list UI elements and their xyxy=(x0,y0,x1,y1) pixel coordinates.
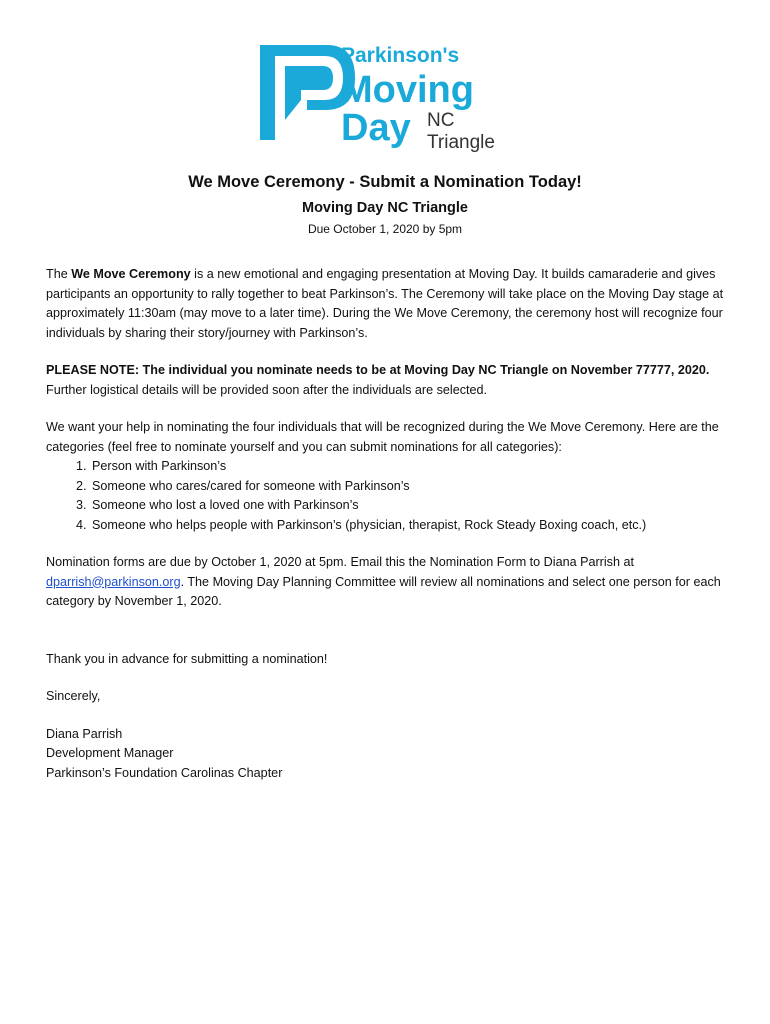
categories-list xyxy=(46,457,730,535)
list-item: 3. Someone who lost a loved one with Parkinson’s xyxy=(90,496,730,516)
page-subtitle: Moving Day NC Triangle xyxy=(302,200,468,216)
note-paragraph: PLEASE NOTE: The individual you nominate needs to be at Moving Day NC Triangle on November 77777, 2020. Further logistical details will be provided soon after the individuals are selected. xyxy=(46,363,710,397)
email-link[interactable]: dparrish@parkinson.org xyxy=(46,574,181,589)
logo-line4a: NC xyxy=(427,110,455,131)
intro-paragraph: The We Move Ceremony is a new emotional and engaging presentation at Moving Day. It builds camaraderie and gives participants an opportunity to rally together to beat Parkinson’s. The Ceremony will take place on the Moving Day stage at approximately 11:30am (may move to a later time). During the We Move Ceremony, the ceremony host will recognize four individuals by sharing their story/journey with Parkinson’s. xyxy=(46,267,724,340)
logo-line3: Day xyxy=(341,107,411,149)
logo-line2: Moving xyxy=(341,69,474,111)
parkinsons-moving-day-logo xyxy=(255,40,525,165)
list-item: 1. Person with Parkinson’s xyxy=(90,457,730,477)
ceremony-name: We Move Ceremony xyxy=(71,267,191,281)
categories-intro: We want your help in nominating the four individuals that will be recognized during the We Move Ceremony. Here are the categories (feel free to nominate yourself and you can submit nominations for all categories): xyxy=(46,420,719,454)
logo-line4b: Triangle xyxy=(427,132,495,153)
signature-org: Parkinson’s Foundation Carolinas Chapter xyxy=(46,765,283,780)
closing-line: Sincerely, xyxy=(46,689,101,703)
logo-line1: Parkinson's xyxy=(341,44,460,67)
signature-name: Diana Parrish xyxy=(46,726,123,741)
list-item: 2. Someone who cares/cared for someone with Parkinson’s xyxy=(90,477,730,497)
thanks-line: Thank you in advance for submitting a nomination! xyxy=(46,651,328,666)
page-header xyxy=(0,170,770,238)
signature-title: Development Manager xyxy=(46,746,174,760)
due-date: Due October 1, 2020 by 5pm xyxy=(307,222,463,236)
logo-p-inner xyxy=(285,66,333,120)
signature-block xyxy=(46,725,730,784)
note-bold: PLEASE NOTE: The individual you nominate needs to be at Moving Day NC Triangle on November 77777, 2020. xyxy=(46,363,710,377)
letter-body xyxy=(46,265,730,783)
forms-paragraph: Nomination forms are due by October 1, 2020 at 5pm. Email this the Nomination Form to Diana Parrish at dparrish@parkinson.org. The Moving Day Planning Committee will review all nominations and select one person for each category by November 1, 2020. xyxy=(46,555,721,608)
page-title: We Move Ceremony - Submit a Nomination Today! xyxy=(188,173,582,191)
list-item: 4. Someone who helps people with Parkinson’s (physician, therapist, Rock Steady Boxing coach, etc.) xyxy=(90,516,730,536)
logo-graphic xyxy=(255,40,525,165)
